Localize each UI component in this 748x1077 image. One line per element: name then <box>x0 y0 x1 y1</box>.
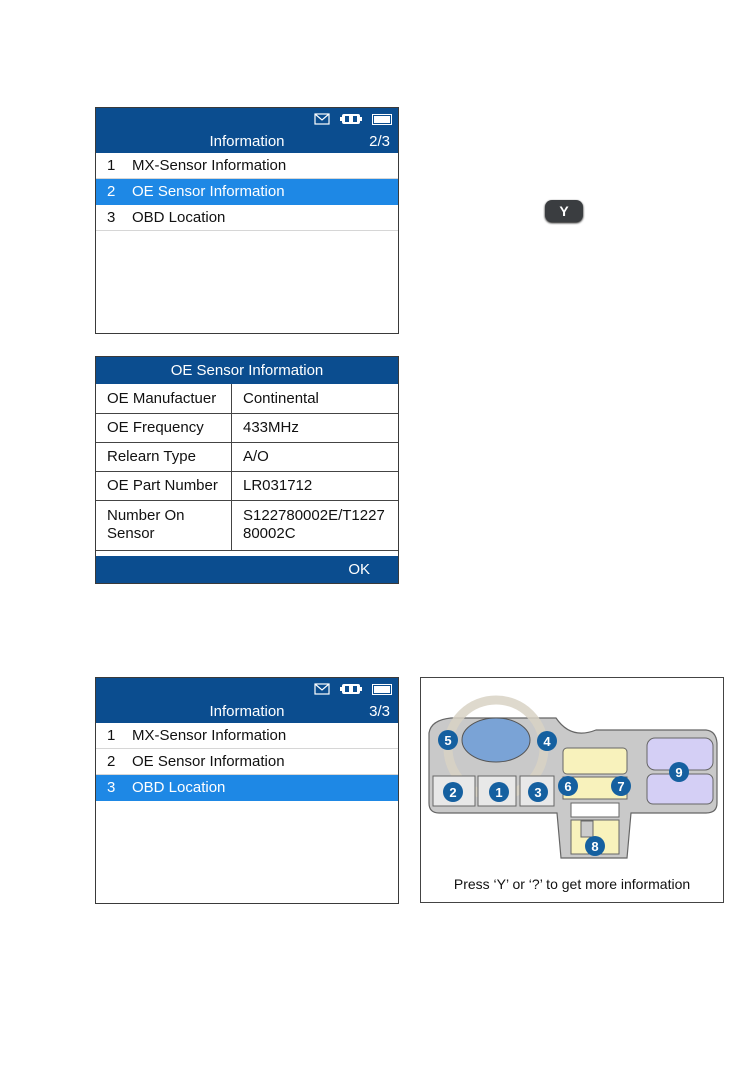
status-bar <box>96 678 398 700</box>
menu-item-number: 2 <box>107 753 116 770</box>
table-row <box>96 413 398 442</box>
y-button-icon[interactable]: Y <box>545 200 583 222</box>
row-label: OE Manufactuer <box>96 384 232 413</box>
marker-1: 1 <box>495 785 503 800</box>
dashboard-illustration <box>421 678 723 868</box>
marker-4: 4 <box>543 734 551 749</box>
status-bar <box>96 108 398 130</box>
sensor-info-table <box>96 384 398 551</box>
mail-icon <box>314 683 330 695</box>
page-indicator: 2/3 <box>369 133 390 150</box>
table-row <box>96 471 398 500</box>
menu-item-label: OE Sensor Information <box>132 183 285 200</box>
oe-sensor-information-screen <box>95 356 399 584</box>
marker-2: 2 <box>449 785 457 800</box>
table-row <box>96 384 398 413</box>
menu-item-label: MX-Sensor Information <box>132 727 287 744</box>
table-row <box>96 442 398 471</box>
menu-item-oe-sensor-information[interactable] <box>96 179 398 205</box>
menu-item-oe-sensor-information[interactable] <box>96 749 398 775</box>
menu-item-obd-location[interactable] <box>96 205 398 231</box>
menu-item-mx-sensor-information[interactable] <box>96 723 398 749</box>
vehicle-battery-icon <box>340 113 362 125</box>
row-value: LR031712 <box>232 471 399 500</box>
mail-icon <box>314 113 330 125</box>
menu-item-label: OE Sensor Information <box>132 753 285 770</box>
title-bar <box>96 700 398 723</box>
row-value: Continental <box>232 384 399 413</box>
menu-item-number: 3 <box>107 779 116 796</box>
footer-bar <box>96 556 398 583</box>
menu-item-label: MX-Sensor Information <box>132 157 287 174</box>
information-screen-page-3 <box>95 677 399 904</box>
screen-title: Information <box>209 703 285 720</box>
menu-item-number: 3 <box>107 209 116 226</box>
row-value: 433MHz <box>232 413 399 442</box>
menu-list <box>96 153 398 231</box>
marker-5: 5 <box>444 733 452 748</box>
menu-item-number: 1 <box>107 157 116 174</box>
row-value: A/O <box>232 442 399 471</box>
row-label: Number On Sensor <box>96 500 232 550</box>
menu-item-number: 1 <box>107 727 116 744</box>
menu-list <box>96 723 398 801</box>
table-row <box>96 500 398 550</box>
marker-3: 3 <box>534 785 542 800</box>
menu-item-number: 2 <box>107 183 116 200</box>
page-indicator: 3/3 <box>369 703 390 720</box>
menu-item-obd-location[interactable] <box>96 775 398 801</box>
ok-button[interactable]: OK <box>348 561 370 578</box>
title-bar <box>96 130 398 153</box>
menu-item-label: OBD Location <box>132 779 226 796</box>
row-value: S122780002E/T122780002C <box>232 500 399 550</box>
screen-title: OE Sensor Information <box>96 357 398 384</box>
obd-location-diagram <box>420 677 724 903</box>
diagram-caption: Press ‘Y’ or ‘?’ to get more information <box>453 876 691 892</box>
battery-icon <box>372 114 392 125</box>
information-screen-page-2 <box>95 107 399 334</box>
menu-item-mx-sensor-information[interactable] <box>96 153 398 179</box>
battery-icon <box>372 684 392 695</box>
vehicle-battery-icon <box>340 683 362 695</box>
row-label: OE Frequency <box>96 413 232 442</box>
marker-7: 7 <box>617 779 625 794</box>
screen-title: Information <box>209 133 285 150</box>
row-label: OE Part Number <box>96 471 232 500</box>
marker-6: 6 <box>564 779 572 794</box>
marker-9: 9 <box>675 765 683 780</box>
row-label: Relearn Type <box>96 442 232 471</box>
menu-item-label: OBD Location <box>132 209 226 226</box>
marker-8: 8 <box>591 839 599 854</box>
